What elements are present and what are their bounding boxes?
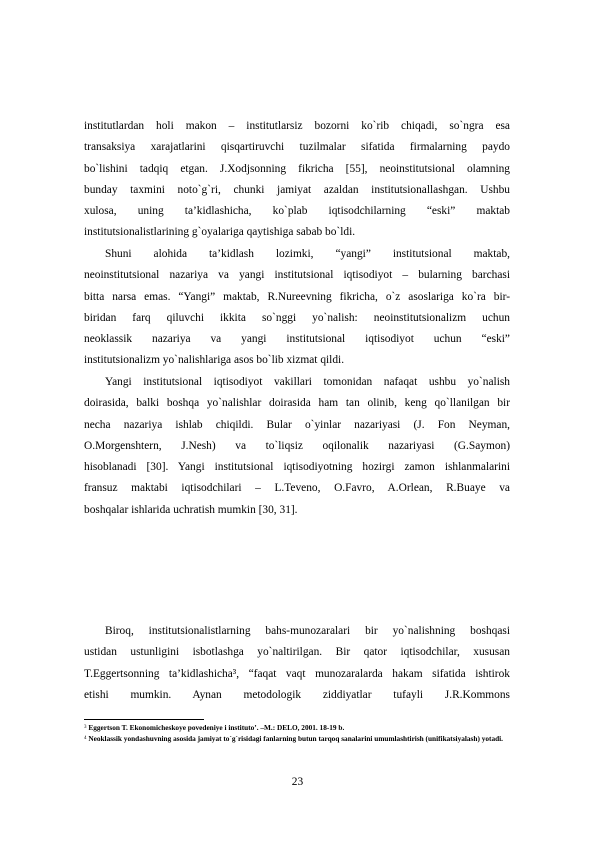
paragraph-3 — [84, 372, 510, 521]
paragraph-1 — [84, 116, 510, 244]
text-line: necha nazariya ishlab chiqildi. Bular o`yinlar nazariyasi (J. Fon Neyman, — [84, 418, 510, 431]
text-line: institutsionalistlarining g`oyalariga qaytishiga sabab bo`ldi. — [84, 226, 356, 239]
text-line: Shuni alohida ta’kidlash lozimki, “yangi” institutsional maktab, — [105, 248, 510, 260]
footnote-marker: 3 — [84, 725, 87, 730]
footnote-text: Neoklassik yondashuvning asosida jamiyat to`g`risidagi fanlarning butun tarqoq sanalarini umumlashtirish (unifikatsiyalash) yotadi. — [88, 734, 503, 743]
text-line: T.Eggertsonning ta’kidlashicha³, “faqat vaqt munozaralarda hakam sifatida ishtirok — [84, 667, 510, 680]
text-line: boshqalar ishlarida uchratish mumkin [30, 31]. — [84, 503, 298, 516]
paragraph-4 — [84, 621, 510, 706]
text-line: institutlardan holi makon – institutlarsiz bozorni ko`rib chiqadi, so`ngra esa — [84, 120, 510, 132]
text-line: hisoblanadi [30]. Yangi institutsional iqtisodiyotning hozirgi zamon ishlanmalarini — [84, 461, 510, 474]
text-line: bunday taxmini noto`g`ri, chunki jamiyat azaldan institutsionallashgan. Ushbu — [84, 183, 510, 196]
text-line: Biroq, institutsionalistlarning bahs-munozaralari bir yo`nalishning boshqasi — [105, 625, 510, 637]
text-line: xulosa, uning ta’kidlashicha, ko`plab iqtisodchilarning “eski” maktab — [84, 205, 510, 218]
paragraph-2 — [84, 244, 510, 372]
footnote-separator — [84, 719, 204, 720]
text-line: etishi mumkin. Aynan metodologik ziddiyatlar tufayli J.R.Kommons — [84, 688, 510, 701]
text-line: transaksiya xarajatlarini qisqartiruvchi tuzilmalar sifatida firmalarning paydo — [84, 141, 510, 154]
text-line: neoinstitutsional nazariya va yangi institutsional iqtisodiyot – bularning barchasi — [84, 269, 510, 282]
text-line: ustidan ustunligini isbotlashga yo`naltirilgan. Bir qator iqtisodchilar, xususan — [84, 646, 510, 659]
text-line: bitta narsa emas. “Yangi” maktab, R.Nureevning fikricha, o`z asoslariga ko`ra bir- — [84, 290, 510, 303]
text-line: neoklassik nazariya va yangi institutsional iqtisodiyot uchun “eski” — [84, 333, 510, 346]
footnote-3 — [84, 723, 510, 732]
text-line: biridan farq qiluvchi ikkita so`nggi yo`nalish: neoinstitutsionalizm uchun — [84, 311, 510, 324]
footnote-marker: 4 — [84, 736, 87, 741]
text-line: Yangi institutsional iqtisodiyot vakillari tomonidan nafaqat ushbu yo`nalish — [105, 376, 510, 388]
page-number: 23 — [291, 776, 304, 788]
text-line: fransuz maktabi iqtisodchilari – L.Teveno, O.Favro, A.Orlean, R.Buaye va — [84, 482, 510, 495]
text-line: O.Morgenshtern, J.Nesh) va to`liqsiz oqilonalik nazariyasi (G.Saymon) — [84, 439, 510, 452]
footnote-4 — [84, 734, 510, 743]
text-line: institutsionalizm yo`nalishlariga asos bo`lib xizmat qildi. — [84, 354, 345, 367]
footnote-text: Eggertson T. Ekonomicheskoye povedeniye i instituto’. –M.: DELO, 2001. 18-19 b. — [88, 723, 345, 732]
text-line: bo`lishini tadqiq etgan. J.Xodjsonning fikricha [55], neoinstitutsional olamning — [84, 162, 510, 175]
text-line: doirasida, balki boshqa yo`nalishlar doirasida ham tan olinib, keng qo`llanilgan bir — [84, 397, 510, 410]
